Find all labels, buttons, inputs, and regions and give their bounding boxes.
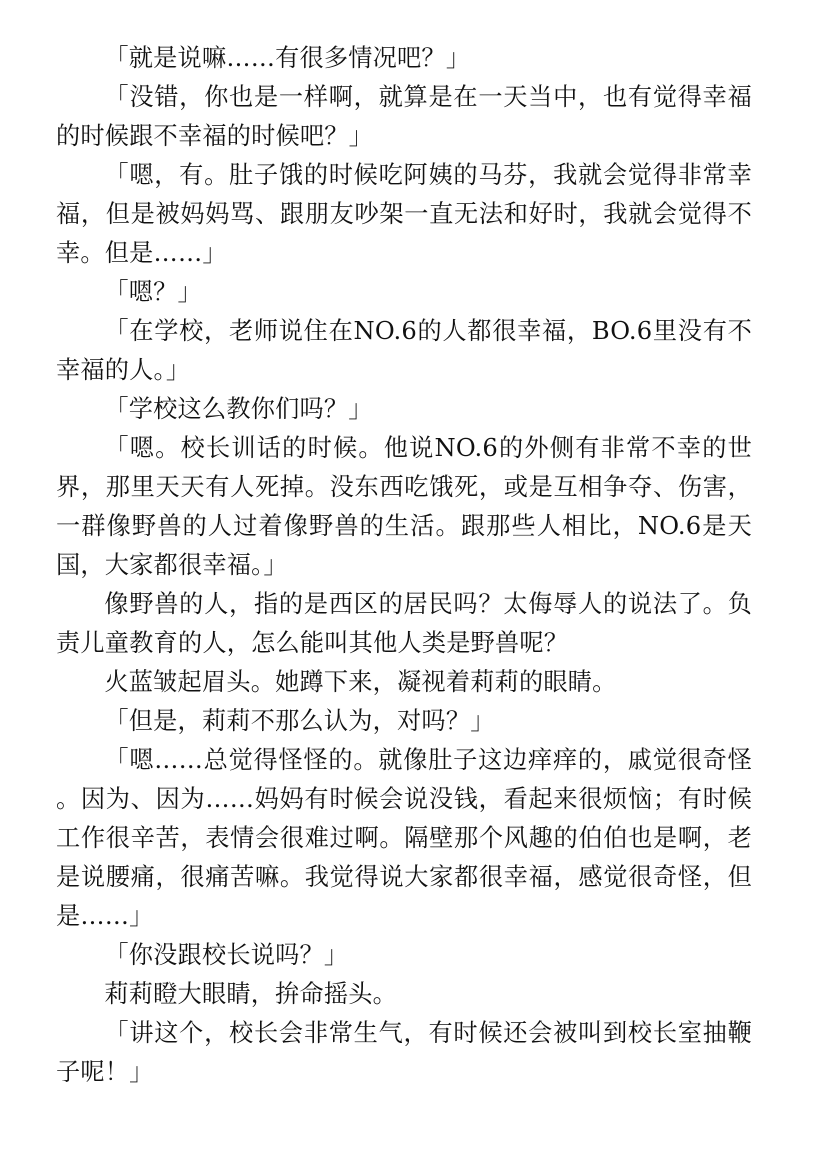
document-page [56, 39, 752, 1092]
paragraph: 「学校这么教你们吗？」 [104, 395, 373, 423]
paragraph: 「嗯？」 [104, 278, 202, 306]
paragraph: 像野兽的人，指的是西区的居民吗？太侮辱人的说法了。负责儿童教育的人，怎么能叫其他人类是野兽呢？ [56, 590, 752, 657]
paragraph: 火蓝皱起眉头。她蹲下来，凝视着莉莉的眼睛。 [104, 668, 617, 696]
paragraph: 「讲这个，校长会非常生气，有时候还会被叫到校长室抽鞭子呢！」 [56, 1019, 752, 1086]
paragraph: 「你没跟校长说吗？」 [104, 941, 349, 969]
paragraph: 「嗯，有。肚子饿的时候吃阿姨的马芬，我就会觉得非常幸福，但是被妈妈骂、跟朋友吵架一直无法和好时，我就会觉得不幸。但是……」 [56, 161, 752, 267]
paragraph: 「嗯。校长训话的时候。他说NO.6的外侧有非常不幸的世界，那里天天有人死掉。没东西吃饿死，或是互相争夺、伤害，一群像野兽的人过着像野兽的生活。跟那些人相比，NO.6是天国，大家都很幸福。」 [56, 434, 752, 579]
paragraph: 「嗯……总觉得怪怪的。就像肚子这边痒痒的，戚觉很奇怪。因为、因为……妈妈有时候会说没钱，看起来很烦恼；有时候工作很辛苦，表情会很难过啊。隔壁那个风趣的伯伯也是啊，老是说腰痛，很痛苦嘛。我觉得说大家都很幸福，感觉很奇怪，但是……」 [56, 746, 752, 930]
paragraph: 莉莉瞪大眼睛，拚命摇头。 [104, 980, 398, 1008]
paragraph: 「没错，你也是一样啊，就算是在一天当中，也有觉得幸福的时候跟不幸福的时候吧？」 [56, 83, 752, 150]
paragraph: 「就是说嘛……有很多情况吧？」 [104, 44, 471, 72]
paragraph: 「在学校，老师说住在NO.6的人都很幸福，BO.6里没有不幸福的人。」 [56, 317, 752, 384]
paragraph: 「但是，莉莉不那么认为，对吗？」 [104, 707, 495, 735]
